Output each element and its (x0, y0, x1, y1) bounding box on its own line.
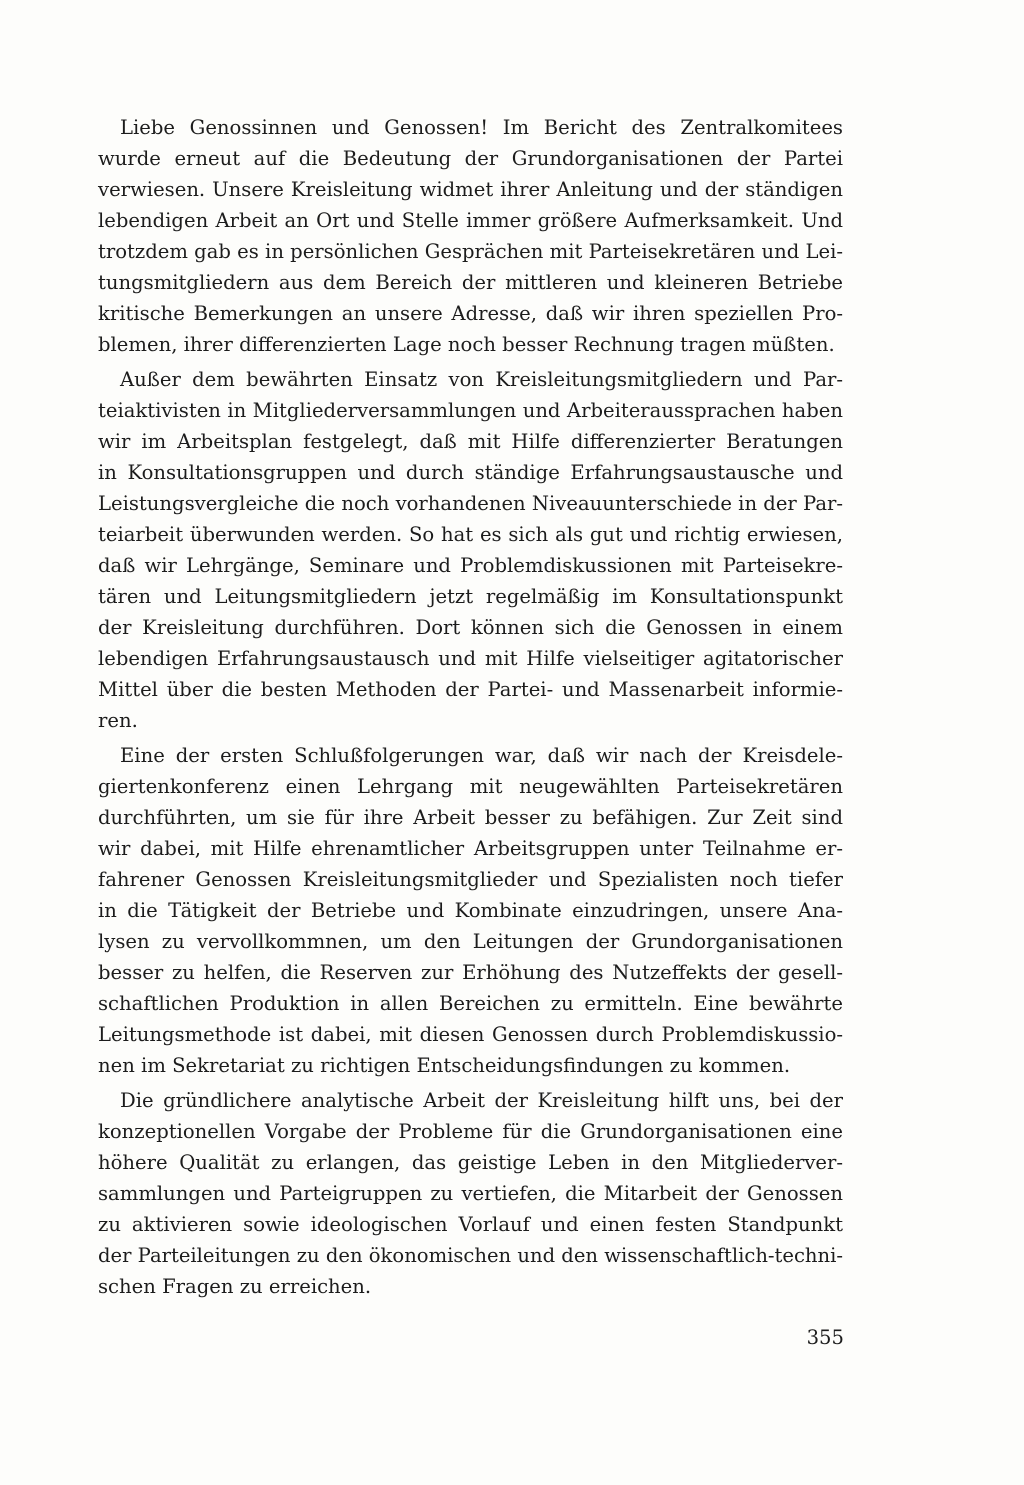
text-line: Außer dem bewährten Einsatz von Kreisleitungsmitgliedern und Par- (120, 368, 843, 391)
text-line: blemen, ihrer differenzierten Lage noch besser Rechnung tragen müßten. (98, 333, 835, 356)
text-line: tungsmitgliedern aus dem Bereich der mittleren und kleineren Betriebe (98, 271, 843, 294)
text-line: durchführten, um sie für ihre Arbeit besser zu befähigen. Zur Zeit sind (98, 806, 843, 829)
text-line: der Kreisleitung durchführen. Dort können sich die Genossen in einem (98, 616, 843, 639)
text-line: nen im Sekretariat zu richtigen Entscheidungsfindungen zu kommen. (98, 1054, 791, 1077)
text-line: schaftlichen Produktion in allen Bereichen zu ermitteln. Eine bewährte (98, 992, 843, 1015)
text-line: lebendigen Arbeit an Ort und Stelle immer größere Aufmerksamkeit. Und (98, 209, 843, 232)
text-line: fahrener Genossen Kreisleitungsmitglieder und Spezialisten noch tiefer (98, 868, 843, 891)
paragraph (98, 1085, 843, 1302)
body-text (98, 112, 843, 1306)
text-line: höhere Qualität zu erlangen, das geistige Leben in den Mitgliederver- (98, 1151, 843, 1174)
text-line: tären und Leitungsmitgliedern jetzt regelmäßig im Konsultationspunkt (98, 585, 843, 608)
text-line: teiaktivisten in Mitgliederversammlungen und Arbeiteraussprachen haben (98, 399, 843, 422)
text-line: Die gründlichere analytische Arbeit der Kreisleitung hilft uns, bei der (120, 1089, 843, 1112)
text-line: zu aktivieren sowie ideologischen Vorlauf und einen festen Standpunkt (98, 1213, 843, 1236)
text-line: Leitungsmethode ist dabei, mit diesen Genossen durch Problemdiskussio- (98, 1023, 843, 1046)
text-line: Eine der ersten Schlußfolgerungen war, daß wir nach der Kreisdele- (120, 744, 843, 767)
text-line: in Konsultationsgruppen und durch ständige Erfahrungsaustausche und (98, 461, 843, 484)
paragraph (98, 364, 843, 736)
text-line: besser zu helfen, die Reserven zur Erhöhung des Nutzeffekts der gesell- (98, 961, 843, 984)
text-line: in die Tätigkeit der Betriebe und Kombinate einzudringen, unsere Ana- (98, 899, 843, 922)
text-line: Mittel über die besten Methoden der Partei- und Massenarbeit informie- (98, 678, 843, 701)
text-line: Liebe Genossinnen und Genossen! Im Bericht des Zentralkomitees (120, 116, 843, 139)
text-line: sammlungen und Parteigruppen zu vertiefen, die Mitarbeit der Genossen (98, 1182, 843, 1205)
text-line: kritische Bemerkungen an unsere Adresse, daß wir ihren speziellen Pro- (98, 302, 843, 325)
text-line: lebendigen Erfahrungsaustausch und mit Hilfe vielseitiger agitatorischer (98, 647, 843, 670)
text-line: schen Fragen zu erreichen. (98, 1275, 372, 1298)
text-line: verwiesen. Unsere Kreisleitung widmet ihrer Anleitung und der ständigen (98, 178, 843, 201)
page-number: 355 (806, 1326, 844, 1349)
text-line: lysen zu vervollkommnen, um den Leitungen der Grundorganisationen (98, 930, 843, 953)
text-line: daß wir Lehrgänge, Seminare und Problemdiskussionen mit Parteisekre- (98, 554, 843, 577)
text-line: konzeptionellen Vorgabe der Probleme für die Grundorganisationen eine (98, 1120, 843, 1143)
text-line: der Parteileitungen zu den ökonomischen und den wissenschaftlich-techni- (98, 1244, 843, 1267)
paragraph (98, 112, 843, 360)
text-line: giertenkonferenz einen Lehrgang mit neugewählten Parteisekretären (98, 775, 843, 798)
text-line: trotzdem gab es in persönlichen Gesprächen mit Parteisekretären und Lei- (98, 240, 843, 263)
text-line: wurde erneut auf die Bedeutung der Grundorganisationen der Partei (98, 147, 843, 170)
text-line: wir im Arbeitsplan festgelegt, daß mit Hilfe differenzierter Beratungen (98, 430, 843, 453)
text-line: wir dabei, mit Hilfe ehrenamtlicher Arbeitsgruppen unter Teilnahme er- (98, 837, 843, 860)
paragraph (98, 740, 843, 1081)
text-line: teiarbeit überwunden werden. So hat es sich als gut und richtig erwiesen, (98, 523, 843, 546)
text-line: ren. (98, 709, 138, 732)
text-line: Leistungsvergleiche die noch vorhandenen Niveauunterschiede in der Par- (98, 492, 843, 515)
